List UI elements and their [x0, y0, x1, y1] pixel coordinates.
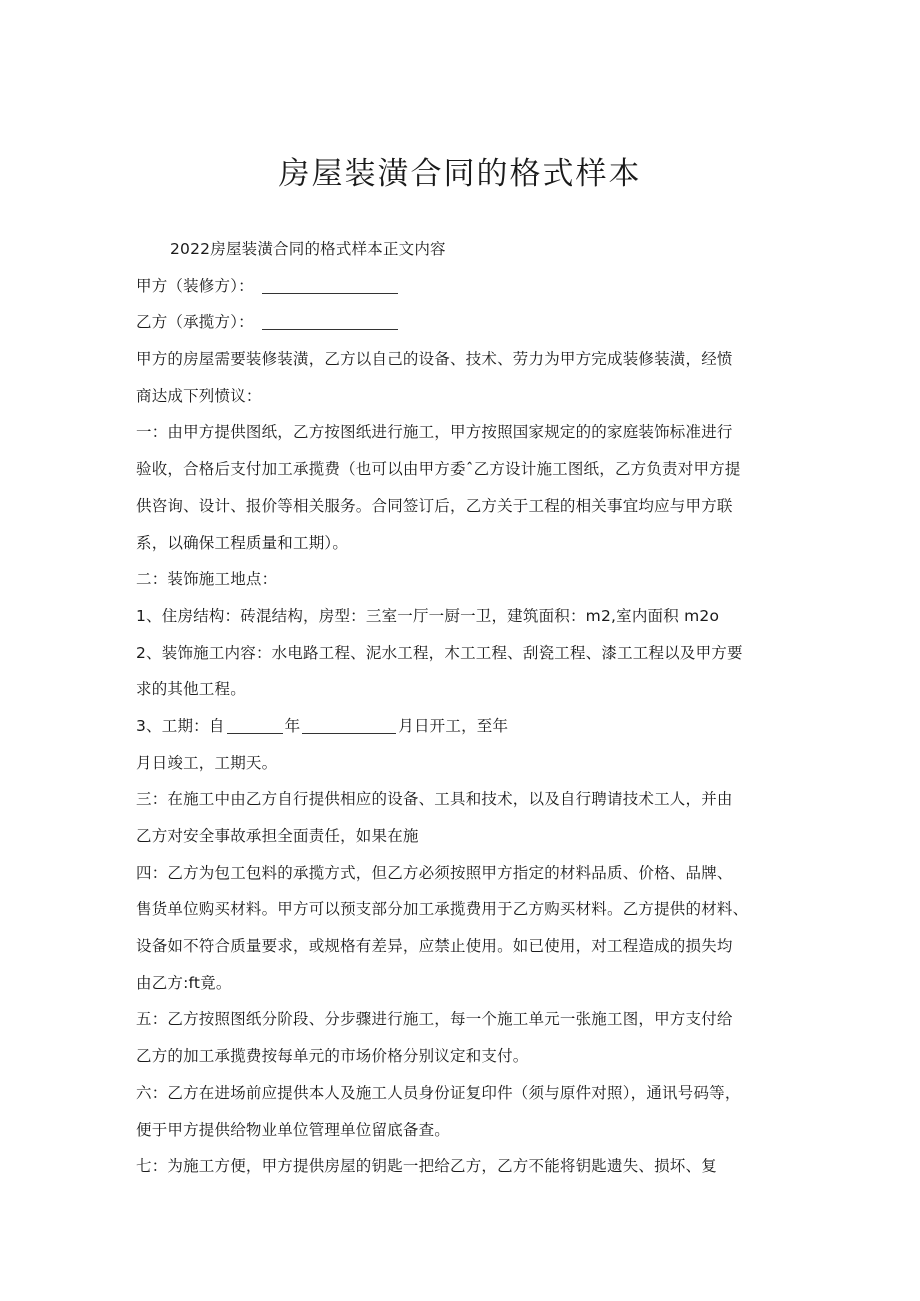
paragraph-line: 五：乙方按照图纸分阶段、分步骤进行施工，每一个施工单元一张施工图，甲方支付给	[136, 1010, 733, 1029]
paragraph-line: 验收，合格后支付加工承揽费（也可以由甲方委ˆ乙方设计施工图纸，乙方负责对甲方提	[136, 460, 741, 479]
paragraph-line: 2、装饰施工内容：水电路工程、泥水工程，木工工程、刮瓷工程、漆工工程以及甲方要	[136, 643, 743, 662]
schedule-blank-1	[227, 717, 283, 734]
schedule-mid: 年	[284, 716, 301, 735]
document-title: 房屋装潢合同的格式样本	[278, 156, 642, 192]
paragraph-line: 三：在施工中由乙方自行提供相应的设备、工具和技术，以及自行聘请技术工人，并由	[136, 790, 733, 809]
paragraph-line: 甲方的房屋需要装修装潢，乙方以自己的设备、技术、劳力为甲方完成装修装潢，经愤	[136, 350, 733, 369]
paragraph-line: 乙方的加工承揽费按每单元的市场价格分别议定和支付。	[136, 1047, 529, 1066]
party-a-blank	[262, 277, 398, 294]
paragraph-line: 售货单位购买材料。甲方可以预支部分加工承揽费用于乙方购买材料。乙方提供的材料、	[136, 900, 749, 919]
party-a-label: 甲方（装修方）：	[136, 276, 254, 295]
paragraph-line: 由乙方:ft竟。	[136, 973, 232, 992]
paragraph-line: 月日竣工，工期天。	[136, 753, 278, 772]
document-body	[136, 231, 796, 1185]
party-b-label: 乙方（承揽方）：	[136, 313, 254, 332]
paragraph-line: 系，以确保工程质量和工期）。	[136, 533, 349, 552]
paragraph-line: 便于甲方提供给物业单位管理单位留底备查。	[136, 1120, 451, 1139]
paragraph-line: 设备如不符合质量要求，或规格有差异，应禁止使用。如已使用，对工程造成的损失均	[136, 937, 733, 956]
schedule-line	[136, 708, 796, 745]
party-a-line	[136, 268, 796, 305]
schedule-blank-2	[302, 717, 396, 734]
paragraph-line: 供咨询、设计、报价等相关服务。合同签订后，乙方关于工程的相关事宜均应与甲方联	[136, 496, 733, 515]
paragraph-line: 四：乙方为包工包料的承揽方式，但乙方必须按照甲方指定的材料品质、价格、品牌、	[136, 863, 733, 882]
paragraph-line: 七：为施工方便，甲方提供房屋的钥匙一把给乙方，乙方不能将钥匙遗失、损坏、复	[136, 1157, 717, 1176]
paragraph-line: 乙方对安全事故承担全面责任，如果在施	[136, 827, 419, 845]
paragraph-line: 求的其他工程。	[136, 680, 246, 699]
party-b-line	[136, 304, 796, 341]
schedule-suffix: 月日开工，至年	[398, 716, 509, 735]
paragraph-line: 二：装饰施工地点：	[136, 570, 278, 589]
paragraph-line: 1、住房结构：砖混结构，房型：三室一厅一厨一卫，建筑面积：m2,室内面积 m2o	[136, 606, 720, 625]
schedule-prefix: 3、工期：自	[136, 716, 225, 735]
paragraph-line: 商达成下列愤议：	[136, 386, 262, 405]
intro-line: 2022房屋装潢合同的格式样本正文内容	[170, 240, 446, 258]
paragraph-line: 一：由甲方提供图纸，乙方按图纸进行施工，甲方按照国家规定的的家庭装饰标准进行	[136, 423, 733, 442]
paragraph-line: 六：乙方在进场前应提供本人及施工人员身份证复印件（须与原件对照），通讯号码等，	[136, 1083, 741, 1102]
party-b-blank	[262, 313, 398, 330]
